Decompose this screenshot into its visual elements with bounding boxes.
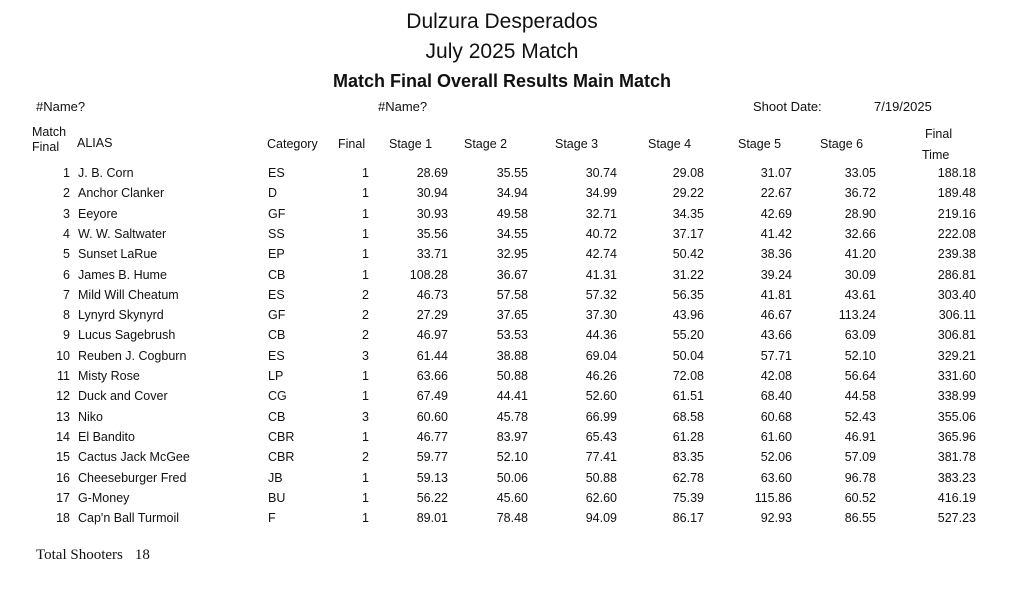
category-cell: ES [268,287,285,302]
place-cell: 7 [63,287,70,302]
final-time-cell: 286.81 [937,267,976,282]
alias-cell: Niko [78,409,104,424]
stage2-cell: 78.48 [496,511,528,526]
stage2-cell: 50.06 [496,470,528,485]
table-row [0,471,1024,491]
place-cell: 18 [56,511,70,526]
place-cell: 15 [56,450,70,465]
stage5-cell: 68.40 [760,389,792,404]
stage5-cell: 43.66 [760,328,792,343]
stage3-cell: 41.31 [585,267,617,282]
col-stage6: Stage 6 [820,137,864,151]
stage4-cell: 75.39 [672,490,704,505]
place-cell: 11 [57,369,70,383]
stage3-cell: 44.36 [585,328,617,343]
category-cell: GF [268,206,286,221]
alias-cell: Duck and Cover [78,389,168,404]
stage6-cell: 36.72 [844,186,876,201]
alias-cell: James B. Hume [78,267,167,282]
stage2-cell: 36.67 [496,267,528,282]
stage3-cell: 69.04 [585,348,617,363]
stage1-cell: 28.69 [416,166,448,180]
col-match-final-line1: Match [32,125,67,139]
stage5-cell: 115.86 [754,490,792,505]
stage5-cell: 41.81 [760,287,792,302]
category-cell: EP [268,247,285,262]
alias-cell: Lynyrd Skynyrd [78,308,164,323]
stage2-cell: 53.53 [496,328,528,343]
alias-cell: Sunset LaRue [78,247,158,262]
stage2-cell: 45.60 [496,490,528,505]
report-title-match: July 2025 Match [425,40,579,63]
alias-cell: Cheeseburger Fred [78,470,187,485]
stage1-cell: 46.77 [416,429,448,444]
stage2-cell: 34.55 [496,226,528,241]
final-time-cell: 383.23 [937,470,976,485]
table-row [0,389,1024,409]
place-cell: 6 [63,267,70,282]
stage3-cell: 65.43 [585,429,617,444]
final-time-cell: 239.38 [937,247,976,262]
category-cell: CB [268,409,286,424]
shoot-date-value: 7/19/2025 [874,99,932,114]
stage5-cell: 42.69 [760,206,792,221]
final-time-cell: 306.81 [937,328,976,343]
total-shooters-label: Total Shooters [36,547,123,563]
final-time-cell: 381.78 [937,450,976,465]
stage4-cell: 50.04 [672,348,704,363]
stage6-cell: 60.52 [844,490,876,505]
final-cell: 2 [362,308,369,323]
category-cell: LP [268,369,284,383]
stage3-cell: 50.88 [585,470,617,485]
stage2-cell: 44.41 [496,389,528,404]
place-cell: 10 [56,348,70,363]
stage6-cell: 44.58 [844,389,876,404]
final-cell: 2 [362,450,369,465]
stage1-cell: 46.97 [416,328,448,343]
category-cell: CG [268,389,287,404]
stage4-cell: 61.28 [672,429,704,444]
stage3-cell: 32.71 [585,206,617,221]
stage4-cell: 72.08 [672,369,704,383]
final-cell: 1 [362,267,369,282]
stage4-cell: 34.35 [672,206,704,221]
final-time-cell: 188.18 [937,166,976,180]
table-row [0,166,1024,186]
table-row [0,268,1024,288]
alias-cell: Reuben J. Cogburn [78,348,187,363]
col-final: Final [338,137,366,151]
final-cell: 2 [362,287,369,302]
final-time-cell: 365.96 [937,429,976,444]
alias-cell: Misty Rose [78,369,140,383]
stage1-cell: 56.22 [416,490,448,505]
stage2-cell: 52.10 [496,450,528,465]
stage5-cell: 41.42 [760,226,792,241]
stage3-cell: 42.74 [585,247,617,262]
stage6-cell: 56.64 [844,369,876,383]
place-cell: 1 [63,166,70,180]
stage4-cell: 83.35 [672,450,704,465]
place-cell: 16 [56,470,70,485]
stage5-cell: 52.06 [760,450,792,465]
category-cell: CBR [268,429,295,444]
stage2-cell: 32.95 [496,247,528,262]
alias-cell: El Bandito [78,429,135,444]
stage1-cell: 46.73 [416,287,448,302]
stage6-cell: 30.09 [844,267,876,282]
table-row [0,491,1024,511]
report-title-club: Dulzura Desperados [406,10,598,33]
col-final-time-line2: Time [922,148,950,162]
final-time-cell: 527.23 [937,511,976,526]
stage1-cell: 89.01 [416,511,448,526]
stage2-cell: 34.94 [496,186,528,201]
stage5-cell: 38.36 [760,247,792,262]
stage5-cell: 60.68 [760,409,792,424]
stage2-cell: 37.65 [496,308,528,323]
final-cell: 1 [362,511,369,526]
place-cell: 3 [63,206,70,221]
stage3-cell: 34.99 [585,186,617,201]
alias-cell: Cap'n Ball Turmoil [78,511,180,526]
final-cell: 1 [362,226,369,241]
stage6-cell: 46.91 [844,429,876,444]
col-stage4: Stage 4 [648,137,692,151]
stage6-cell: 86.55 [844,511,876,526]
table-row [0,308,1024,328]
stage2-cell: 35.55 [496,166,528,180]
stage1-cell: 67.49 [416,389,448,404]
stage5-cell: 31.07 [760,166,792,180]
stage1-cell: 30.94 [416,186,448,201]
stage4-cell: 31.22 [672,267,704,282]
stage6-cell: 63.09 [844,328,876,343]
stage1-cell: 60.60 [416,409,448,424]
stage1-cell: 30.93 [416,206,448,221]
category-cell: CBR [268,450,295,465]
stage6-cell: 43.61 [844,287,876,302]
stage3-cell: 40.72 [585,226,617,241]
stage6-cell: 52.10 [844,348,876,363]
category-cell: BU [268,490,286,505]
col-stage5: Stage 5 [738,137,782,151]
table-row [0,410,1024,430]
stage1-cell: 33.71 [416,247,448,262]
stage5-cell: 39.24 [760,267,792,282]
final-cell: 1 [362,186,369,201]
category-cell: GF [268,308,286,323]
stage5-cell: 46.67 [760,308,792,323]
final-time-cell: 219.16 [937,206,976,221]
final-time-cell: 222.08 [937,226,976,241]
place-cell: 5 [63,247,70,262]
final-cell: 1 [362,429,369,444]
stage2-cell: 83.97 [496,429,528,444]
col-category: Category [267,137,318,151]
stage3-cell: 57.32 [585,287,617,302]
table-row [0,207,1024,227]
stage3-cell: 30.74 [585,166,617,180]
shoot-date-label: Shoot Date: [753,99,822,114]
table-row [0,450,1024,470]
stage5-cell: 57.71 [760,348,792,363]
stage6-cell: 113.24 [838,308,876,323]
stage1-cell: 59.13 [416,470,448,485]
stage4-cell: 86.17 [672,511,704,526]
alias-cell: Cactus Jack McGee [78,450,190,465]
stage6-cell: 28.90 [844,206,876,221]
stage2-cell: 49.58 [496,206,528,221]
stage6-cell: 96.78 [844,470,876,485]
final-cell: 3 [362,348,369,363]
category-cell: SS [268,226,285,241]
category-cell: ES [268,166,285,180]
final-cell: 1 [362,369,369,383]
stage1-cell: 63.66 [416,369,448,383]
col-stage2: Stage 2 [464,137,508,151]
final-time-cell: 303.40 [937,287,976,302]
place-cell: 4 [63,226,70,241]
col-stage1: Stage 1 [389,137,433,151]
stage4-cell: 62.78 [672,470,704,485]
alias-cell: Anchor Clanker [78,186,165,201]
stage1-cell: 35.56 [416,226,448,241]
category-cell: CB [268,328,286,343]
final-cell: 2 [362,328,369,343]
place-cell: 13 [56,409,70,424]
final-time-cell: 306.11 [938,308,976,323]
stage5-cell: 22.67 [760,186,792,201]
table-row [0,328,1024,348]
alias-cell: W. W. Saltwater [78,226,167,241]
stage1-cell: 61.44 [416,348,448,363]
stage1-cell: 27.29 [416,308,448,323]
alias-cell: G-Money [78,490,130,505]
stage2-cell: 38.88 [496,348,528,363]
name-field-left: #Name? [36,99,86,114]
stage5-cell: 61.60 [760,429,792,444]
stage5-cell: 42.08 [760,369,792,383]
stage4-cell: 68.58 [672,409,704,424]
alias-cell: Eeyore [78,206,118,221]
stage2-cell: 57.58 [496,287,528,302]
stage4-cell: 55.20 [672,328,704,343]
table-row [0,430,1024,450]
col-stage3: Stage 3 [555,137,599,151]
table-row [0,247,1024,267]
final-time-cell: 416.19 [937,490,976,505]
report-subtitle: Match Final Overall Results Main Match [332,71,672,91]
stage4-cell: 29.08 [672,166,704,180]
stage4-cell: 61.51 [672,389,704,404]
total-shooters-value: 18 [134,547,150,563]
final-cell: 1 [362,206,369,221]
stage2-cell: 45.78 [496,409,528,424]
stage6-cell: 57.09 [844,450,876,465]
alias-cell: Lucus Sagebrush [78,328,176,343]
final-time-cell: 329.21 [937,348,976,363]
col-alias: ALIAS [77,136,113,150]
place-cell: 9 [63,328,70,343]
category-cell: CB [268,267,286,282]
place-cell: 17 [56,490,70,505]
final-time-cell: 338.99 [937,389,976,404]
stage4-cell: 56.35 [672,287,704,302]
final-cell: 1 [362,470,369,485]
place-cell: 14 [56,429,70,444]
stage3-cell: 52.60 [585,389,617,404]
final-cell: 1 [362,490,369,505]
final-cell: 1 [362,247,369,262]
table-row [0,369,1024,389]
stage6-cell: 41.20 [844,247,876,262]
stage3-cell: 77.41 [585,450,617,465]
stage3-cell: 94.09 [585,511,617,526]
category-cell: ES [268,348,285,363]
alias-cell: J. B. Corn [78,166,134,180]
stage6-cell: 32.66 [844,226,876,241]
final-cell: 3 [362,409,369,424]
table-row [0,511,1024,531]
final-time-cell: 355.06 [937,409,976,424]
stage6-cell: 33.05 [844,166,876,180]
stage5-cell: 63.60 [760,470,792,485]
stage6-cell: 52.43 [844,409,876,424]
stage3-cell: 62.60 [585,490,617,505]
place-cell: 8 [63,308,70,323]
stage1-cell: 108.28 [409,267,448,282]
category-cell: JB [268,470,283,485]
table-row [0,349,1024,369]
table-row [0,186,1024,206]
final-time-cell: 331.60 [937,369,976,383]
stage4-cell: 29.22 [672,186,704,201]
place-cell: 2 [63,186,70,201]
stage3-cell: 37.30 [585,308,617,323]
category-cell: F [268,511,276,526]
col-final-time-line1: Final [925,127,953,141]
final-time-cell: 189.48 [937,186,976,201]
final-cell: 1 [362,389,369,404]
stage3-cell: 46.26 [585,369,617,383]
stage4-cell: 50.42 [672,247,704,262]
final-cell: 1 [362,166,369,180]
col-match-final-line2: Final [32,140,60,154]
stage4-cell: 37.17 [672,226,704,241]
stage1-cell: 59.77 [416,450,448,465]
total-shooters [36,547,150,564]
alias-cell: Mild Will Cheatum [78,287,179,302]
stage3-cell: 66.99 [585,409,617,424]
table-row [0,288,1024,308]
category-cell: D [268,186,278,201]
table-row [0,227,1024,247]
stage2-cell: 50.88 [496,369,528,383]
name-field-center: #Name? [378,99,428,114]
stage4-cell: 43.96 [672,308,704,323]
place-cell: 12 [56,389,70,404]
stage5-cell: 92.93 [760,511,792,526]
